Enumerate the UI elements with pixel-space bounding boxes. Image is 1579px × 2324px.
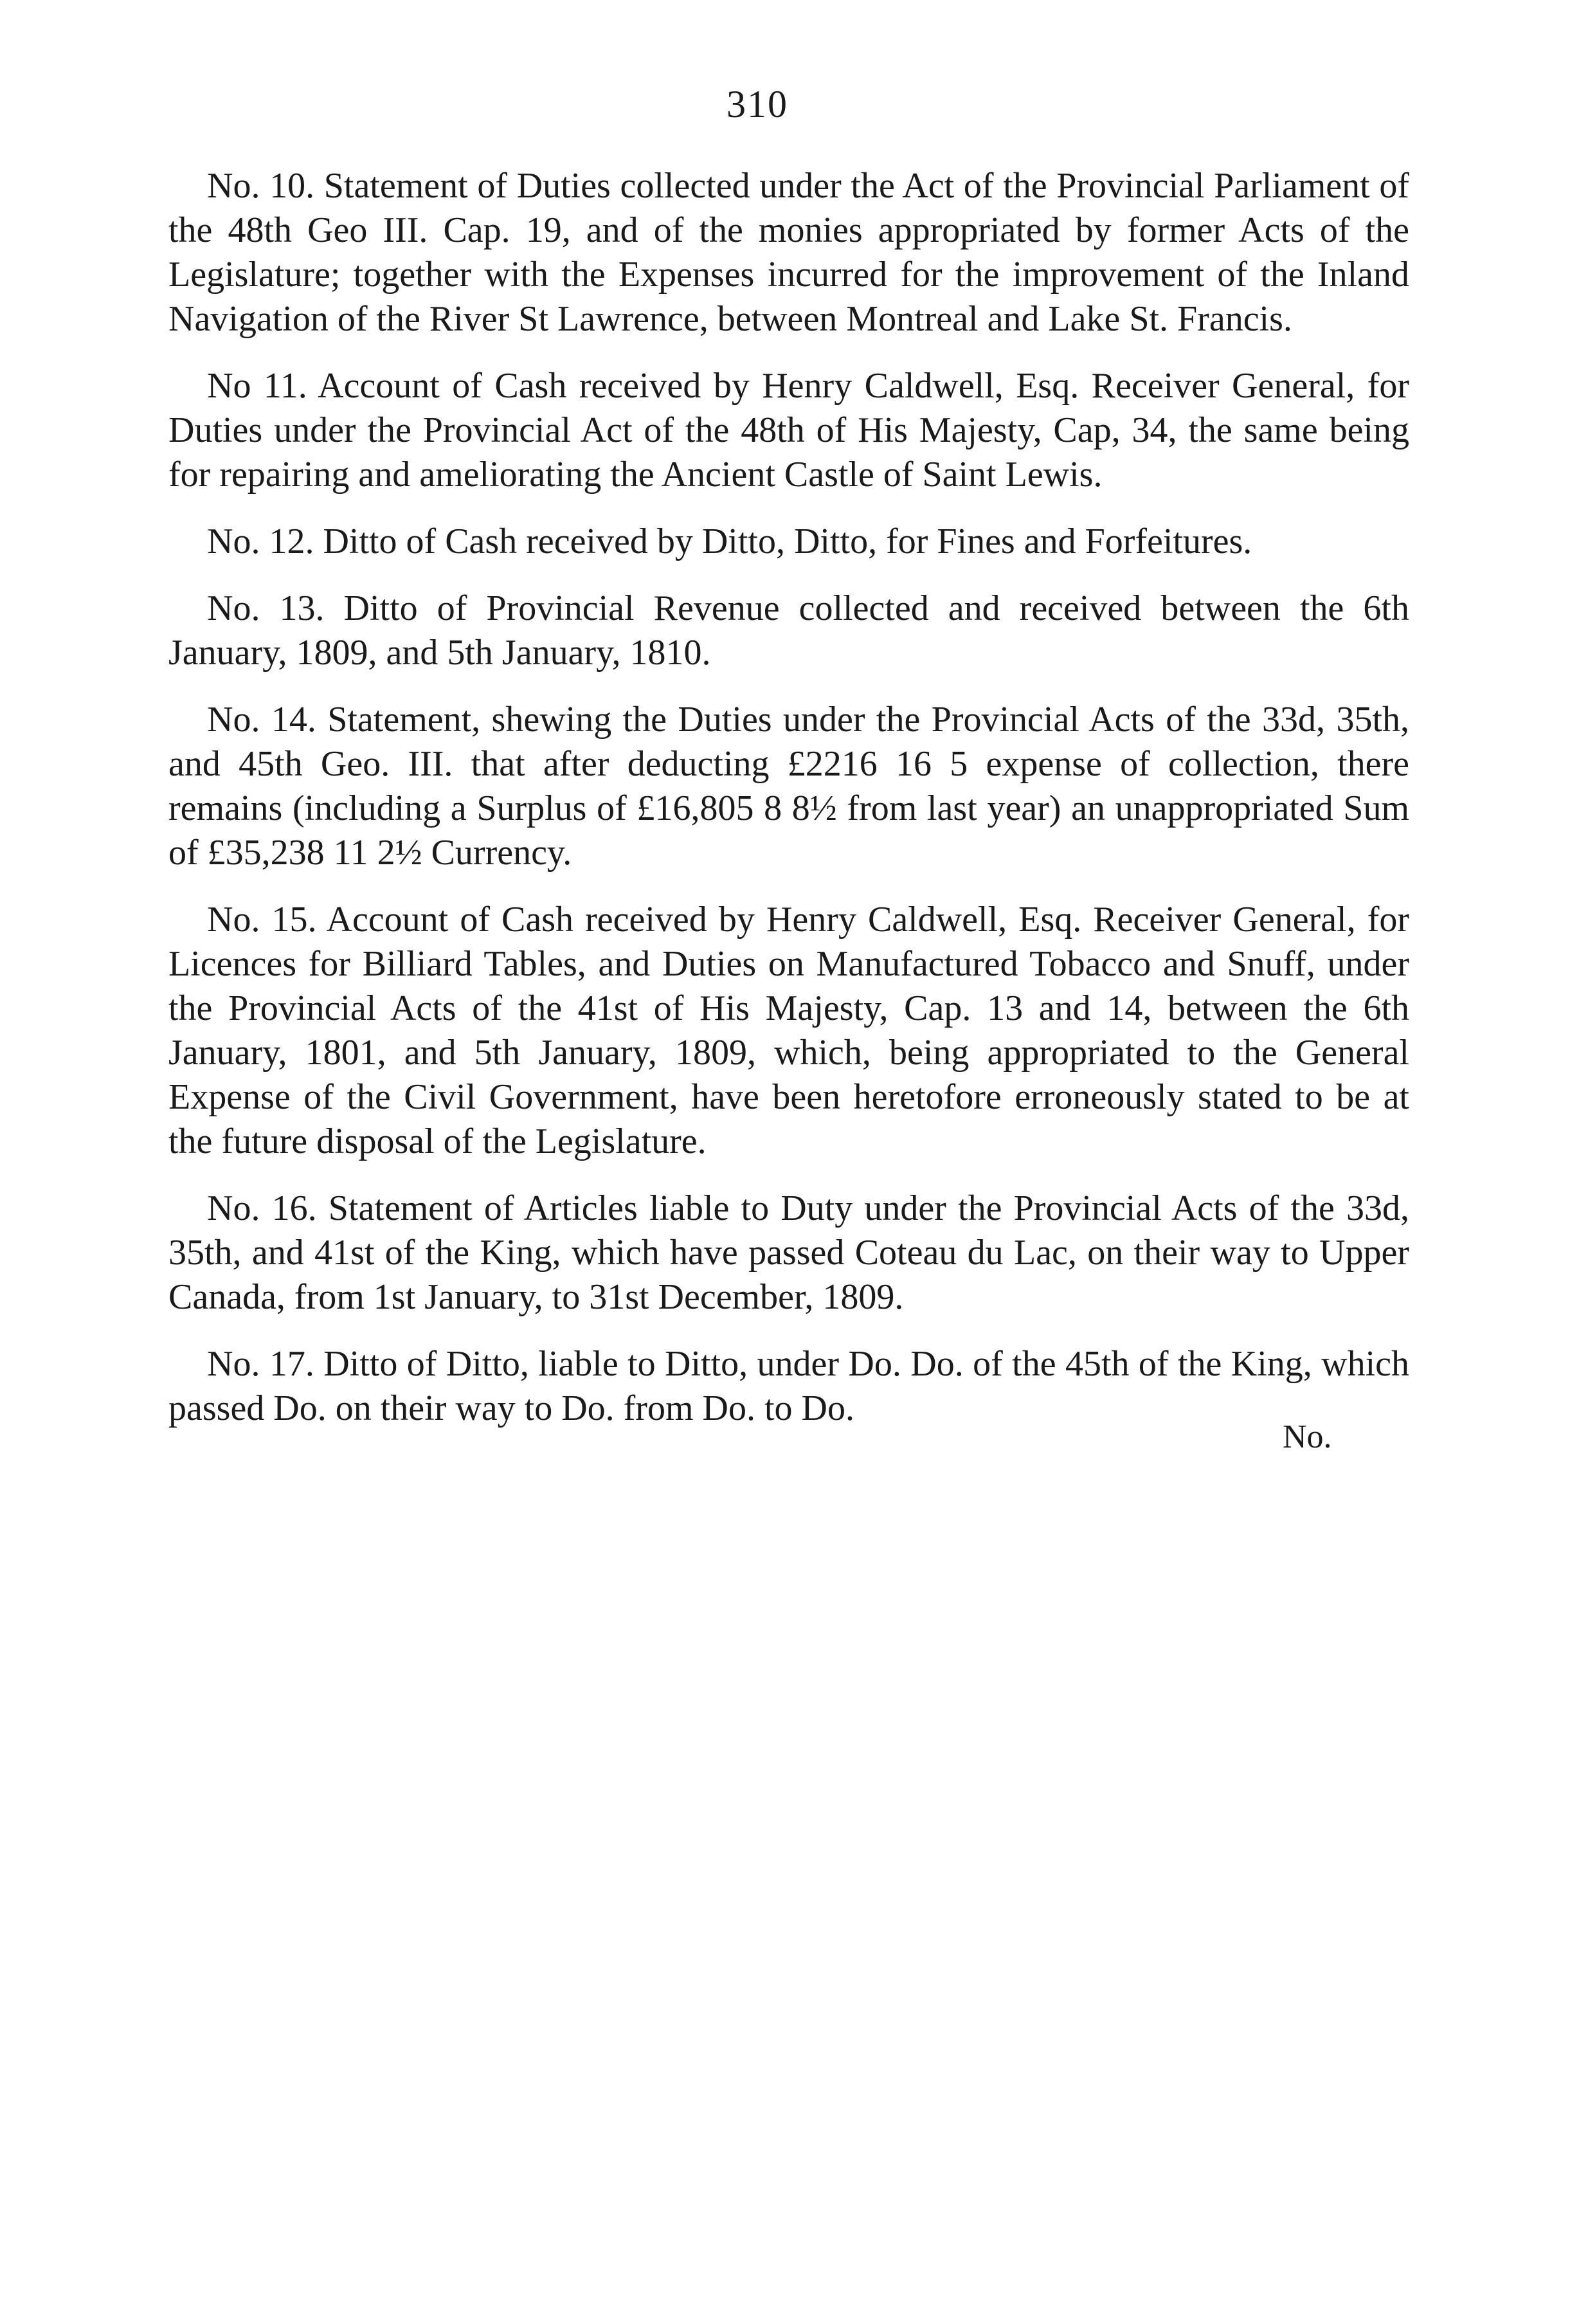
- entry-no-12: No. 12. Ditto of Cash received by Ditto, Ditto, for Fines and Forfeitures.: [207, 522, 1252, 561]
- entry-no-13: No. 13. Ditto of Provincial Revenue collected and received between the 6th January, 1809, and 5th January, 1810.: [168, 588, 1409, 673]
- entry-no-16: No. 16. Statement of Articles liable to Duty under the Provincial Acts of the 33d, 35th, and 41st of the King, which have passed Coteau du Lac, on their way to Upper Canada, from 1st January, to 31st December, 1809.: [168, 1188, 1409, 1317]
- entry-no-17: No. 17. Ditto of Ditto, liable to Ditto, under Do. Do. of the 45th of the King, which passed Do. on their way to Do. from Do. to Do.: [168, 1344, 1409, 1428]
- entry-no-10: No. 10. Statement of Duties collected under the Act of the Provincial Parliament of the 48th Geo III. Cap. 19, and of the monies appropriated by former Acts of the Legislature; together with the Expenses incurred for the improvement of the Inland Navigation of the River St Lawrence, between Montreal and Lake St. Francis.: [168, 166, 1409, 339]
- body-text: [168, 164, 1409, 1453]
- page-number: 310: [726, 83, 788, 125]
- catchword: No.: [1283, 1419, 1332, 1455]
- entry-no-14: No. 14. Statement, shewing the Duties under the Provincial Acts of the 33d, 35th, and 45th Geo. III. that after deducting £2216 16 5 expense of collection, there remains (including a Surplus of £16,805 8 8½ from last year) an unappropriated Sum of £35,238 11 2½ Currency.: [168, 700, 1409, 873]
- entry-no-11: No 11. Account of Cash received by Henry Caldwell, Esq. Receiver General, for Duties under the Provincial Act of the 48th of His Majesty, Cap, 34, the same being for repairing and ameliorating the Ancient Castle of Saint Lewis.: [168, 366, 1409, 495]
- entry-no-15: No. 15. Account of Cash received by Henry Caldwell, Esq. Receiver General, for Licences for Billiard Tables, and Duties on Manufactured Tobacco and Snuff, under the Provincial Acts of the 41st of His Majesty, Cap. 13 and 14, between the 6th January, 1801, and 5th January, 1809, which, being appropriated to the General Expense of the Civil Government, have been heretofore erroneously stated to be at the future disposal of the Legislature.: [168, 900, 1409, 1161]
